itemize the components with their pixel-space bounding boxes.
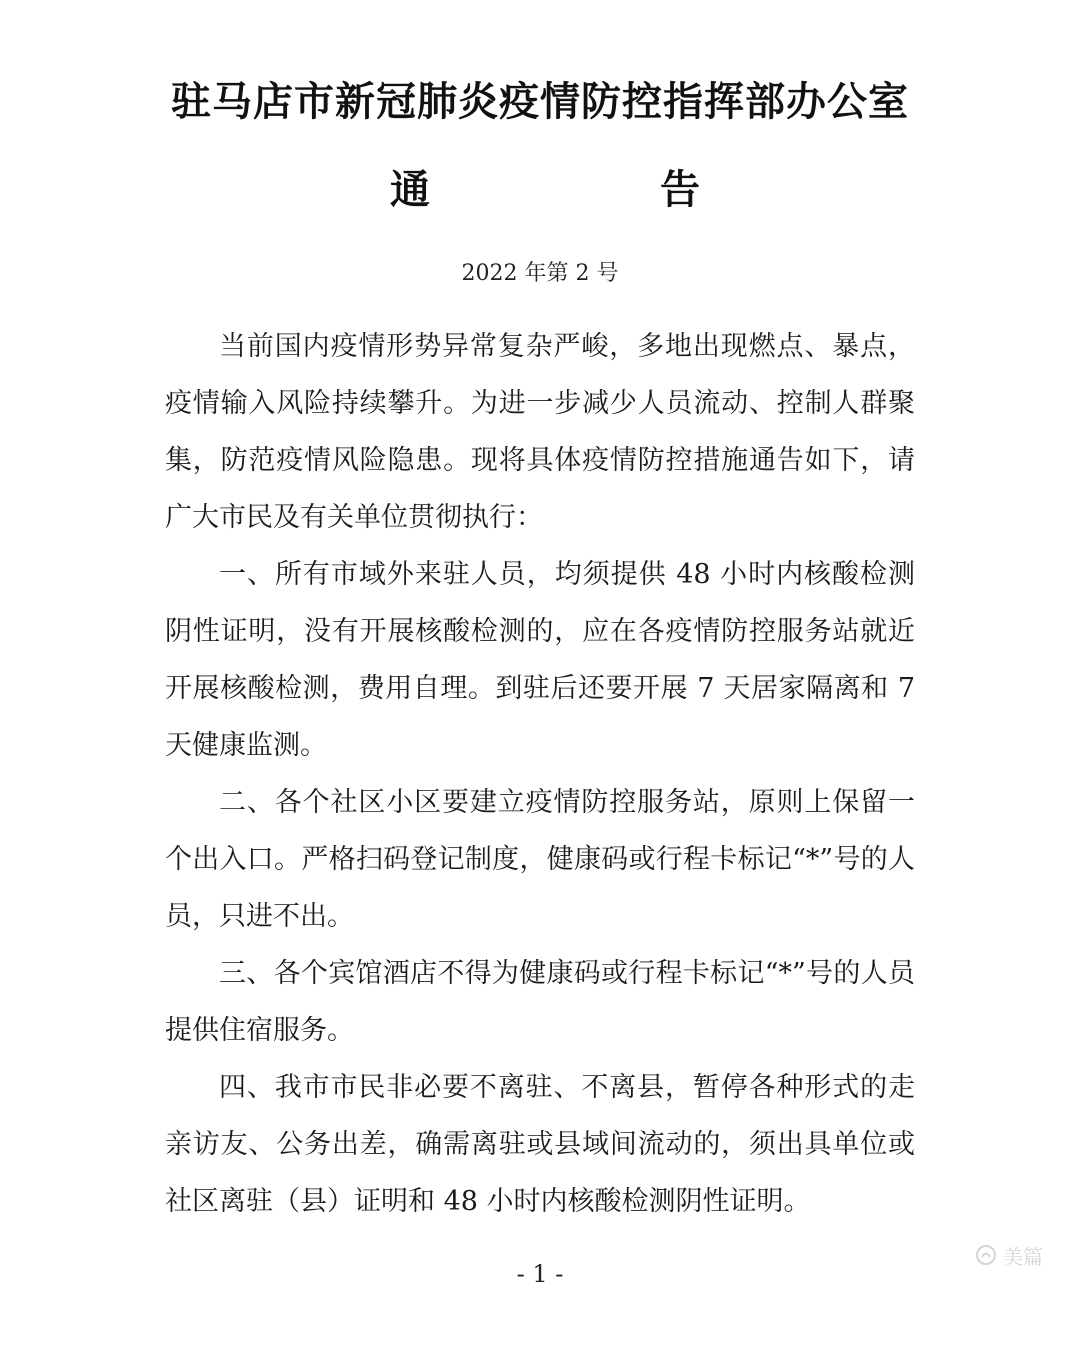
document-title: 驻马店市新冠肺炎疫情防控指挥部办公室	[171, 79, 909, 125]
paragraph-item-2: 二、各个社区小区要建立疫情防控服务站，原则上保留一个出入口。严格扫码登记制度，健康码或行程卡标记“*”号的人员，只进不出。	[165, 787, 915, 932]
document-subtitle	[390, 160, 700, 220]
paragraph-intro: 当前国内疫情形势异常复杂严峻，多地出现燃点、暴点，疫情输入风险持续攀升。为进一步减少人员流动、控制人群聚集，防范疫情风险隐患。现将具体疫情防控措施通告如下，请广大市民及有关单位贯彻执行：	[165, 331, 915, 533]
paragraph-item-1: 一、所有市域外来驻人员，均须提供 48 小时内核酸检测阴性证明，没有开展核酸检测的，应在各疫情防控服务站就近开展核酸检测，费用自理。到驻后还要开展 7 天居家隔离和 7 天健康监测。	[165, 559, 915, 761]
document-body	[165, 318, 915, 1230]
paragraph-item-4: 四、我市市民非必要不离驻、不离县，暂停各种形式的走亲访友、公务出差，确需离驻或县域间流动的，须出具单位或社区离驻（县）证明和 48 小时内核酸检测阴性证明。	[165, 1072, 915, 1217]
subtitle-char-1: 通	[390, 167, 430, 213]
meipian-logo-icon	[975, 1244, 997, 1266]
page-number: - 1 -	[516, 1260, 564, 1288]
watermark-text: 美篇	[1003, 1244, 1043, 1269]
document-number: 2022 年第 2 号	[461, 261, 619, 286]
watermark	[975, 1238, 1043, 1272]
paragraph-item-3: 三、各个宾馆酒店不得为健康码或行程卡标记“*”号的人员提供住宿服务。	[165, 958, 915, 1046]
subtitle-char-2: 告	[660, 167, 700, 213]
